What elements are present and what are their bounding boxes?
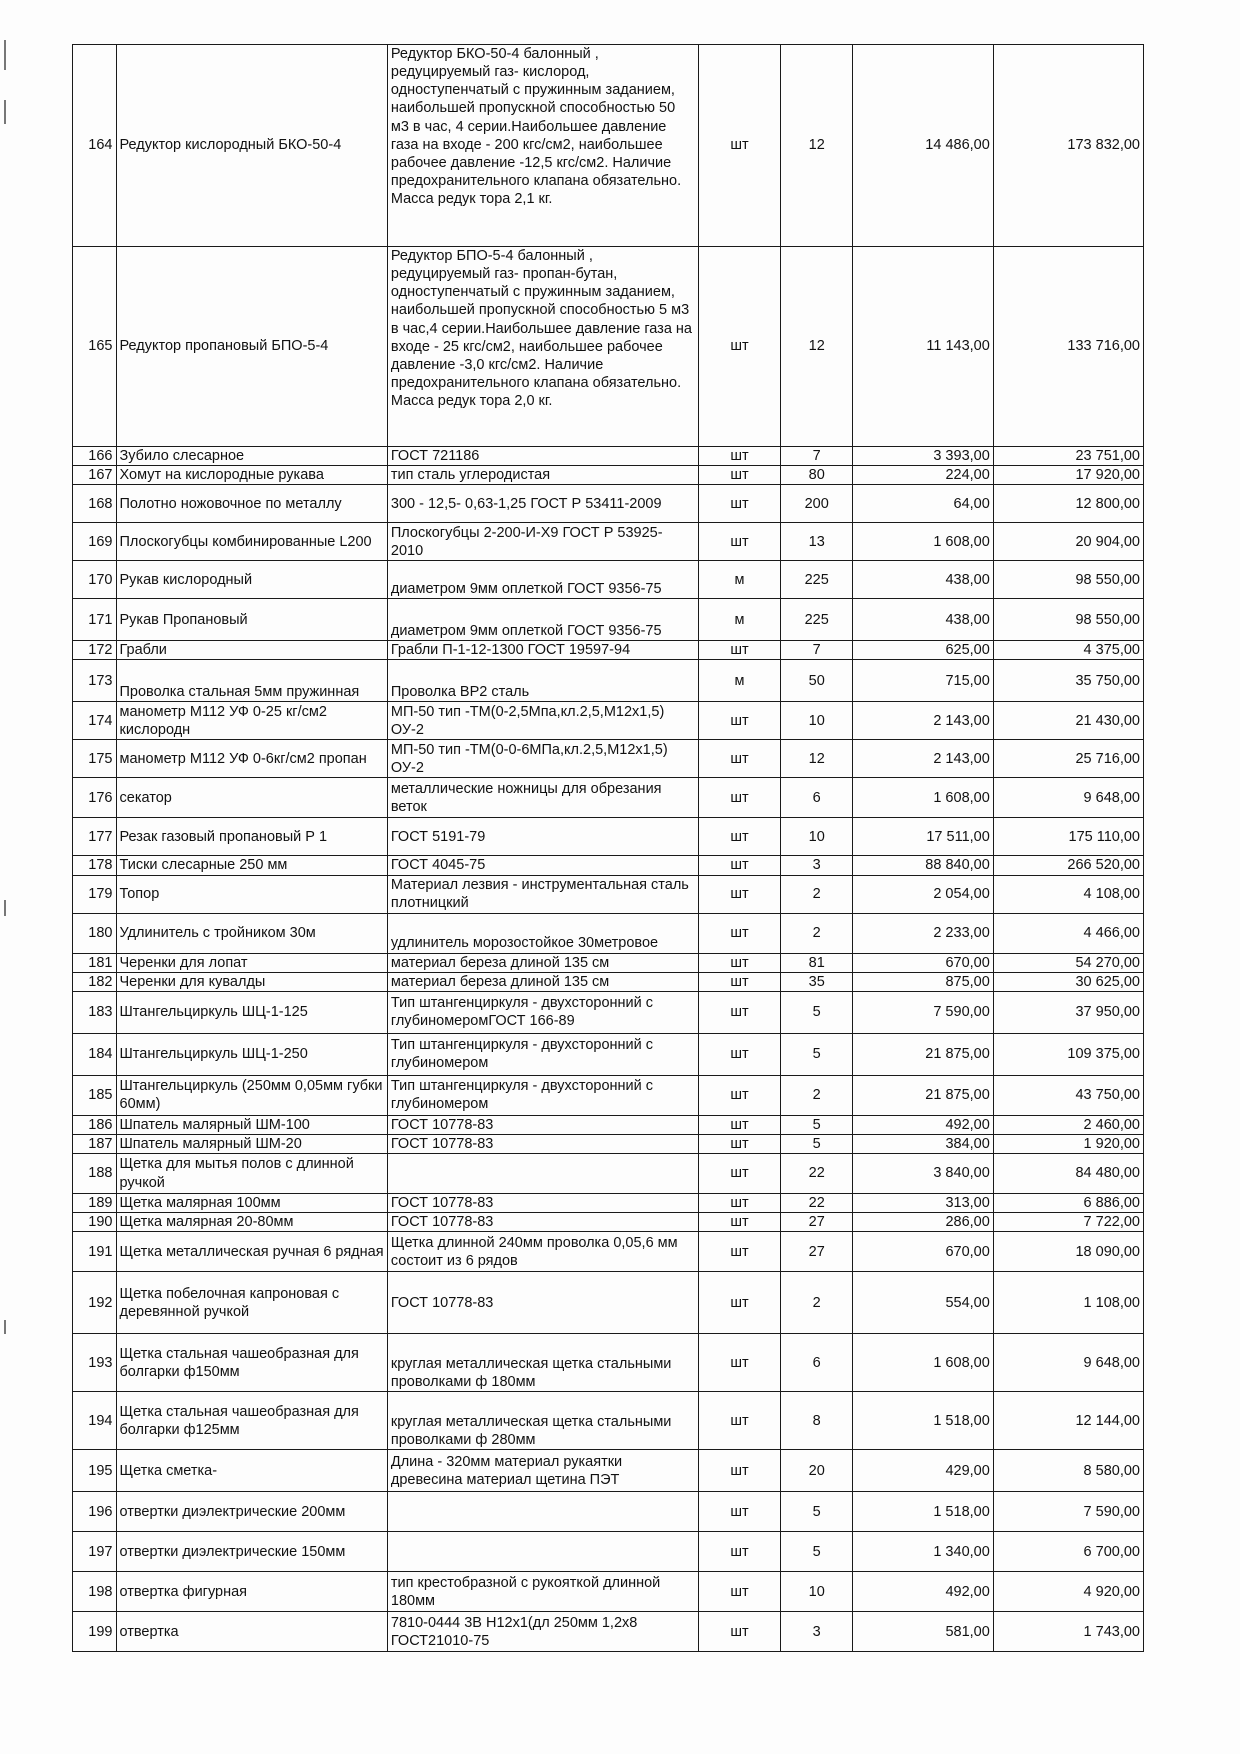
- item-price: 2 054,00: [852, 875, 993, 913]
- item-name: Шпатель малярный ШМ-20: [116, 1134, 387, 1153]
- item-description: материал береза длиной 135 см: [387, 953, 698, 972]
- item-sum: 8 580,00: [993, 1450, 1143, 1492]
- item-sum: 173 832,00: [993, 45, 1143, 247]
- item-number: 193: [73, 1334, 117, 1392]
- item-price: 1 608,00: [852, 1334, 993, 1392]
- table-row: [73, 1532, 1144, 1572]
- item-sum: 84 480,00: [993, 1154, 1143, 1194]
- item-description: [387, 1154, 698, 1194]
- table-row: [73, 523, 1144, 561]
- item-sum: 266 520,00: [993, 856, 1143, 875]
- item-unit: м: [698, 561, 781, 599]
- table-row: [73, 599, 1144, 641]
- table-row: [73, 875, 1144, 913]
- table-row: [73, 1334, 1144, 1392]
- item-price: 2 143,00: [852, 702, 993, 740]
- item-description: Тип штангенциркуля - двухсторонний с глубиномером: [387, 1075, 698, 1115]
- item-description: ГОСТ 4045-75: [387, 856, 698, 875]
- item-quantity: 10: [781, 818, 852, 856]
- item-description: 300 - 12,5- 0,63-1,25 ГОСТ Р 53411-2009: [387, 485, 698, 523]
- item-unit: шт: [698, 818, 781, 856]
- item-number: 186: [73, 1115, 117, 1134]
- item-price: 1 608,00: [852, 778, 993, 818]
- item-quantity: 7: [781, 641, 852, 660]
- table-row: [73, 1075, 1144, 1115]
- item-name: Щетка стальная чашеобразная для болгарки ф125мм: [116, 1392, 387, 1450]
- item-unit: шт: [698, 1134, 781, 1153]
- item-description: [387, 1532, 698, 1572]
- item-sum: 17 920,00: [993, 466, 1143, 485]
- item-unit: шт: [698, 466, 781, 485]
- item-name: секатор: [116, 778, 387, 818]
- item-description: [387, 1492, 698, 1532]
- item-description: ГОСТ 10778-83: [387, 1194, 698, 1213]
- item-quantity: 22: [781, 1154, 852, 1194]
- item-name: Штангельциркуль (250мм 0,05мм губки 60мм): [116, 1075, 387, 1115]
- item-name: Щетка сметка-: [116, 1450, 387, 1492]
- item-number: 181: [73, 953, 117, 972]
- item-description: диаметром 9мм оплеткой ГОСТ 9356-75: [387, 599, 698, 641]
- item-quantity: 3: [781, 856, 852, 875]
- item-quantity: 5: [781, 1492, 852, 1532]
- item-number: 167: [73, 466, 117, 485]
- table-row: [73, 953, 1144, 972]
- item-number: 194: [73, 1392, 117, 1450]
- item-sum: 9 648,00: [993, 778, 1143, 818]
- item-number: 173: [73, 660, 117, 702]
- item-unit: шт: [698, 1232, 781, 1272]
- item-description: МП-50 тип -ТМ(0-2,5Мпа,кл.2,5,М12х1,5) ОУ-2: [387, 702, 698, 740]
- item-sum: 7 590,00: [993, 1492, 1143, 1532]
- item-sum: 1 743,00: [993, 1612, 1143, 1652]
- item-quantity: 27: [781, 1213, 852, 1232]
- item-name: Резак газовый пропановый Р 1: [116, 818, 387, 856]
- item-price: 14 486,00: [852, 45, 993, 247]
- item-name: Черенки для кувалды: [116, 972, 387, 991]
- item-description: Тип штангенциркуля - двухсторонний с глубиномером: [387, 1033, 698, 1075]
- item-name: Штангельциркуль ШЦ-1-250: [116, 1033, 387, 1075]
- item-name: Щетка побелочная капроновая с деревянной ручкой: [116, 1272, 387, 1334]
- item-price: 554,00: [852, 1272, 993, 1334]
- table-row: [73, 1154, 1144, 1194]
- item-number: 183: [73, 991, 117, 1033]
- table-row: [73, 1272, 1144, 1334]
- item-price: 313,00: [852, 1194, 993, 1213]
- item-name: Тиски слесарные 250 мм: [116, 856, 387, 875]
- item-sum: 4 375,00: [993, 641, 1143, 660]
- item-name: Редуктор пропановый БПО-5-4: [116, 247, 387, 447]
- item-description: Длина - 320мм материал рукаятки древесина материал щетина ПЭТ: [387, 1450, 698, 1492]
- table-row: [73, 660, 1144, 702]
- item-quantity: 2: [781, 913, 852, 953]
- item-unit: шт: [698, 972, 781, 991]
- item-unit: шт: [698, 1334, 781, 1392]
- table-row: [73, 447, 1144, 466]
- item-sum: 30 625,00: [993, 972, 1143, 991]
- item-price: 384,00: [852, 1134, 993, 1153]
- item-name: манометр М112 УФ 0-25 кг/см2 кислородн: [116, 702, 387, 740]
- item-unit: шт: [698, 1492, 781, 1532]
- table-row: [73, 818, 1144, 856]
- item-unit: шт: [698, 1572, 781, 1612]
- item-description: Редуктор БКО-50-4 балонный , редуцируемый газ- кислород, одноступенчатый с пружинным заданием, наибольшей пропускной способностью 50 м3 в час, 4 серии.Наибольшее давление газа на входе - 200 кгс/см2, наибольшее рабочее давление -12,5 кгс/см2. Наличие предохранительного клапана обязательно. Масса редук тора 2,1 кг.: [387, 45, 698, 247]
- item-number: 198: [73, 1572, 117, 1612]
- item-sum: 37 950,00: [993, 991, 1143, 1033]
- item-unit: шт: [698, 1194, 781, 1213]
- item-unit: шт: [698, 1450, 781, 1492]
- item-name: Рукав кислородный: [116, 561, 387, 599]
- item-price: 88 840,00: [852, 856, 993, 875]
- table-row: [73, 740, 1144, 778]
- table-row: [73, 702, 1144, 740]
- item-number: 180: [73, 913, 117, 953]
- table-row: [73, 778, 1144, 818]
- item-price: 11 143,00: [852, 247, 993, 447]
- table-row: [73, 466, 1144, 485]
- item-number: 187: [73, 1134, 117, 1153]
- item-price: 429,00: [852, 1450, 993, 1492]
- item-name: Зубило слесарное: [116, 447, 387, 466]
- item-description: диаметром 9мм оплеткой ГОСТ 9356-75: [387, 561, 698, 599]
- table-row: [73, 1033, 1144, 1075]
- item-unit: шт: [698, 856, 781, 875]
- item-description: удлинитель морозостойкое 30метровое: [387, 913, 698, 953]
- table-row: [73, 1232, 1144, 1272]
- item-quantity: 5: [781, 991, 852, 1033]
- item-number: 182: [73, 972, 117, 991]
- item-price: 875,00: [852, 972, 993, 991]
- item-sum: 35 750,00: [993, 660, 1143, 702]
- item-price: 3 393,00: [852, 447, 993, 466]
- item-quantity: 5: [781, 1532, 852, 1572]
- item-unit: шт: [698, 953, 781, 972]
- item-sum: 43 750,00: [993, 1075, 1143, 1115]
- item-price: 7 590,00: [852, 991, 993, 1033]
- table-row: [73, 561, 1144, 599]
- item-number: 176: [73, 778, 117, 818]
- item-quantity: 6: [781, 1334, 852, 1392]
- item-unit: шт: [698, 1392, 781, 1450]
- item-quantity: 35: [781, 972, 852, 991]
- item-name: отвертки диэлектрические 150мм: [116, 1532, 387, 1572]
- item-name: Удлинитель с тройником 30м: [116, 913, 387, 953]
- item-sum: 6 700,00: [993, 1532, 1143, 1572]
- item-unit: шт: [698, 641, 781, 660]
- item-number: 171: [73, 599, 117, 641]
- item-unit: шт: [698, 913, 781, 953]
- item-name: манометр М112 УФ 0-6кг/см2 пропан: [116, 740, 387, 778]
- item-quantity: 8: [781, 1392, 852, 1450]
- item-number: 166: [73, 447, 117, 466]
- item-unit: м: [698, 660, 781, 702]
- table-row: [73, 45, 1144, 247]
- item-price: 1 518,00: [852, 1392, 993, 1450]
- item-price: 1 340,00: [852, 1532, 993, 1572]
- item-quantity: 12: [781, 247, 852, 447]
- item-sum: 4 108,00: [993, 875, 1143, 913]
- item-sum: 98 550,00: [993, 561, 1143, 599]
- item-number: 174: [73, 702, 117, 740]
- item-unit: шт: [698, 1115, 781, 1134]
- item-price: 1 518,00: [852, 1492, 993, 1532]
- item-sum: 1 920,00: [993, 1134, 1143, 1153]
- item-price: 1 608,00: [852, 523, 993, 561]
- table-row: [73, 485, 1144, 523]
- item-sum: 98 550,00: [993, 599, 1143, 641]
- item-description: Грабли П-1-12-1300 ГОСТ 19597-94: [387, 641, 698, 660]
- item-name: Грабли: [116, 641, 387, 660]
- item-quantity: 80: [781, 466, 852, 485]
- item-sum: 25 716,00: [993, 740, 1143, 778]
- item-quantity: 20: [781, 1450, 852, 1492]
- item-name: Щетка малярная 100мм: [116, 1194, 387, 1213]
- item-name: отвертка: [116, 1612, 387, 1652]
- item-description: ГОСТ 10778-83: [387, 1134, 698, 1153]
- item-number: 164: [73, 45, 117, 247]
- item-unit: шт: [698, 1612, 781, 1652]
- scan-edge-mark: [4, 1320, 6, 1334]
- item-price: 670,00: [852, 953, 993, 972]
- item-description: круглая металлическая щетка стальными проволками ф 280мм: [387, 1392, 698, 1450]
- table-row: [73, 1612, 1144, 1652]
- item-price: 224,00: [852, 466, 993, 485]
- item-quantity: 50: [781, 660, 852, 702]
- table-row: [73, 1450, 1144, 1492]
- item-number: 189: [73, 1194, 117, 1213]
- item-description: круглая металлическая щетка стальными проволками ф 180мм: [387, 1334, 698, 1392]
- item-price: 21 875,00: [852, 1033, 993, 1075]
- item-unit: шт: [698, 1075, 781, 1115]
- item-quantity: 5: [781, 1134, 852, 1153]
- item-quantity: 27: [781, 1232, 852, 1272]
- item-unit: шт: [698, 485, 781, 523]
- item-number: 168: [73, 485, 117, 523]
- item-sum: 6 886,00: [993, 1194, 1143, 1213]
- item-number: 175: [73, 740, 117, 778]
- item-unit: шт: [698, 991, 781, 1033]
- item-quantity: 13: [781, 523, 852, 561]
- scan-edge-mark: [4, 900, 6, 916]
- item-quantity: 22: [781, 1194, 852, 1213]
- item-description: Плоскогубцы 2-200-И-Х9 ГОСТ Р 53925-2010: [387, 523, 698, 561]
- item-name: Штангельциркуль ШЦ-1-125: [116, 991, 387, 1033]
- item-quantity: 2: [781, 1075, 852, 1115]
- item-quantity: 200: [781, 485, 852, 523]
- item-number: 188: [73, 1154, 117, 1194]
- item-description: ГОСТ 721186: [387, 447, 698, 466]
- item-name: Щетка малярная 20-80мм: [116, 1213, 387, 1232]
- specification-table: [72, 44, 1144, 1652]
- table-body: [73, 45, 1144, 1652]
- item-sum: 1 108,00: [993, 1272, 1143, 1334]
- item-quantity: 5: [781, 1115, 852, 1134]
- item-description: материал береза длиной 135 см: [387, 972, 698, 991]
- item-number: 190: [73, 1213, 117, 1232]
- item-number: 185: [73, 1075, 117, 1115]
- item-number: 199: [73, 1612, 117, 1652]
- table-row: [73, 641, 1144, 660]
- item-price: 438,00: [852, 561, 993, 599]
- item-name: Топор: [116, 875, 387, 913]
- item-number: 196: [73, 1492, 117, 1532]
- item-description: Тип штангенциркуля - двухсторонний с глубиномеромГОСТ 166-89: [387, 991, 698, 1033]
- table-row: [73, 1194, 1144, 1213]
- item-name: Плоскогубцы комбинированные L200: [116, 523, 387, 561]
- item-description: 7810-0444 3В Н12х1(дл 250мм 1,2х8 ГОСТ21010-75: [387, 1612, 698, 1652]
- item-unit: шт: [698, 1033, 781, 1075]
- item-number: 191: [73, 1232, 117, 1272]
- item-sum: 20 904,00: [993, 523, 1143, 561]
- item-unit: шт: [698, 875, 781, 913]
- table-row: [73, 856, 1144, 875]
- item-unit: шт: [698, 45, 781, 247]
- item-name: Хомут на кислородные рукава: [116, 466, 387, 485]
- item-quantity: 3: [781, 1612, 852, 1652]
- item-description: металлические ножницы для обрезания веток: [387, 778, 698, 818]
- item-number: 195: [73, 1450, 117, 1492]
- item-price: 64,00: [852, 485, 993, 523]
- item-price: 492,00: [852, 1572, 993, 1612]
- item-unit: шт: [698, 740, 781, 778]
- item-description: тип сталь углеродистая: [387, 466, 698, 485]
- item-unit: шт: [698, 702, 781, 740]
- item-sum: 4 920,00: [993, 1572, 1143, 1612]
- item-price: 2 233,00: [852, 913, 993, 953]
- item-price: 492,00: [852, 1115, 993, 1134]
- item-number: 197: [73, 1532, 117, 1572]
- item-description: ГОСТ 5191-79: [387, 818, 698, 856]
- item-quantity: 225: [781, 561, 852, 599]
- item-name: Черенки для лопат: [116, 953, 387, 972]
- item-sum: 54 270,00: [993, 953, 1143, 972]
- item-unit: шт: [698, 447, 781, 466]
- item-number: 170: [73, 561, 117, 599]
- table-row: [73, 1134, 1144, 1153]
- item-price: 2 143,00: [852, 740, 993, 778]
- item-sum: 109 375,00: [993, 1033, 1143, 1075]
- scan-edge-mark: [4, 40, 6, 70]
- item-number: 179: [73, 875, 117, 913]
- item-unit: шт: [698, 523, 781, 561]
- item-name: Щетка для мытья полов с длинной ручкой: [116, 1154, 387, 1194]
- item-sum: 18 090,00: [993, 1232, 1143, 1272]
- item-name: Редуктор кислородный БКО-50-4: [116, 45, 387, 247]
- item-name: отвертка фигурная: [116, 1572, 387, 1612]
- item-quantity: 7: [781, 447, 852, 466]
- item-number: 192: [73, 1272, 117, 1334]
- item-description: МП-50 тип -ТМ(0-0-6МПа,кл.2,5,М12х1,5) ОУ-2: [387, 740, 698, 778]
- item-price: 286,00: [852, 1213, 993, 1232]
- item-price: 438,00: [852, 599, 993, 641]
- item-unit: шт: [698, 1272, 781, 1334]
- item-number: 172: [73, 641, 117, 660]
- item-description: Щетка длинной 240мм проволка 0,05,6 мм состоит из 6 рядов: [387, 1232, 698, 1272]
- item-sum: 12 800,00: [993, 485, 1143, 523]
- item-unit: шт: [698, 1532, 781, 1572]
- item-price: 3 840,00: [852, 1154, 993, 1194]
- item-sum: 21 430,00: [993, 702, 1143, 740]
- item-price: 625,00: [852, 641, 993, 660]
- item-name: отвертки диэлектрические 200мм: [116, 1492, 387, 1532]
- item-price: 670,00: [852, 1232, 993, 1272]
- item-sum: 175 110,00: [993, 818, 1143, 856]
- item-quantity: 12: [781, 740, 852, 778]
- item-sum: 4 466,00: [993, 913, 1143, 953]
- item-name: Щетка металлическая ручная 6 рядная: [116, 1232, 387, 1272]
- item-name: Полотно ножовочное по металлу: [116, 485, 387, 523]
- item-unit: шт: [698, 1213, 781, 1232]
- item-sum: 133 716,00: [993, 247, 1143, 447]
- item-description: ГОСТ 10778-83: [387, 1213, 698, 1232]
- table-row: [73, 1213, 1144, 1232]
- scan-edge-mark: [4, 100, 6, 124]
- table-row: [73, 913, 1144, 953]
- item-price: 21 875,00: [852, 1075, 993, 1115]
- item-quantity: 5: [781, 1033, 852, 1075]
- item-sum: 9 648,00: [993, 1334, 1143, 1392]
- item-description: Проволка ВР2 сталь: [387, 660, 698, 702]
- item-quantity: 2: [781, 1272, 852, 1334]
- table-row: [73, 1492, 1144, 1532]
- table-row: [73, 247, 1144, 447]
- item-name: Щетка стальная чашеобразная для болгарки ф150мм: [116, 1334, 387, 1392]
- item-unit: шт: [698, 247, 781, 447]
- item-quantity: 225: [781, 599, 852, 641]
- item-sum: 2 460,00: [993, 1115, 1143, 1134]
- item-quantity: 2: [781, 875, 852, 913]
- item-number: 165: [73, 247, 117, 447]
- table-row: [73, 991, 1144, 1033]
- item-unit: шт: [698, 1154, 781, 1194]
- item-name: Рукав Пропановый: [116, 599, 387, 641]
- item-price: 17 511,00: [852, 818, 993, 856]
- item-unit: м: [698, 599, 781, 641]
- item-quantity: 10: [781, 1572, 852, 1612]
- item-price: 715,00: [852, 660, 993, 702]
- item-description: тип крестобразной с рукояткой длинной 180мм: [387, 1572, 698, 1612]
- item-quantity: 6: [781, 778, 852, 818]
- item-description: Материал лезвия - инструментальная сталь плотницкий: [387, 875, 698, 913]
- item-name: Шпатель малярный ШМ-100: [116, 1115, 387, 1134]
- item-price: 581,00: [852, 1612, 993, 1652]
- table-row: [73, 972, 1144, 991]
- table-row: [73, 1392, 1144, 1450]
- item-quantity: 81: [781, 953, 852, 972]
- item-description: Редуктор БПО-5-4 балонный , редуцируемый газ- пропан-бутан, одноступенчатый с пружинным заданием, наибольшей пропускной способностью 5 м3 в час,4 серии.Наибольшее давление газа на входе - 25 кгс/см2, наибольшее рабочее давление -3,0 кгс/см2. Наличие предохранительного клапана обязательно. Масса редук тора 2,0 кг.: [387, 247, 698, 447]
- item-number: 184: [73, 1033, 117, 1075]
- item-description: ГОСТ 10778-83: [387, 1115, 698, 1134]
- item-sum: 7 722,00: [993, 1213, 1143, 1232]
- item-description: ГОСТ 10778-83: [387, 1272, 698, 1334]
- item-quantity: 10: [781, 702, 852, 740]
- item-unit: шт: [698, 778, 781, 818]
- item-number: 178: [73, 856, 117, 875]
- item-quantity: 12: [781, 45, 852, 247]
- item-number: 169: [73, 523, 117, 561]
- item-sum: 12 144,00: [993, 1392, 1143, 1450]
- item-number: 177: [73, 818, 117, 856]
- table-row: [73, 1572, 1144, 1612]
- item-name: Проволка стальная 5мм пружинная: [116, 660, 387, 702]
- table-row: [73, 1115, 1144, 1134]
- item-sum: 23 751,00: [993, 447, 1143, 466]
